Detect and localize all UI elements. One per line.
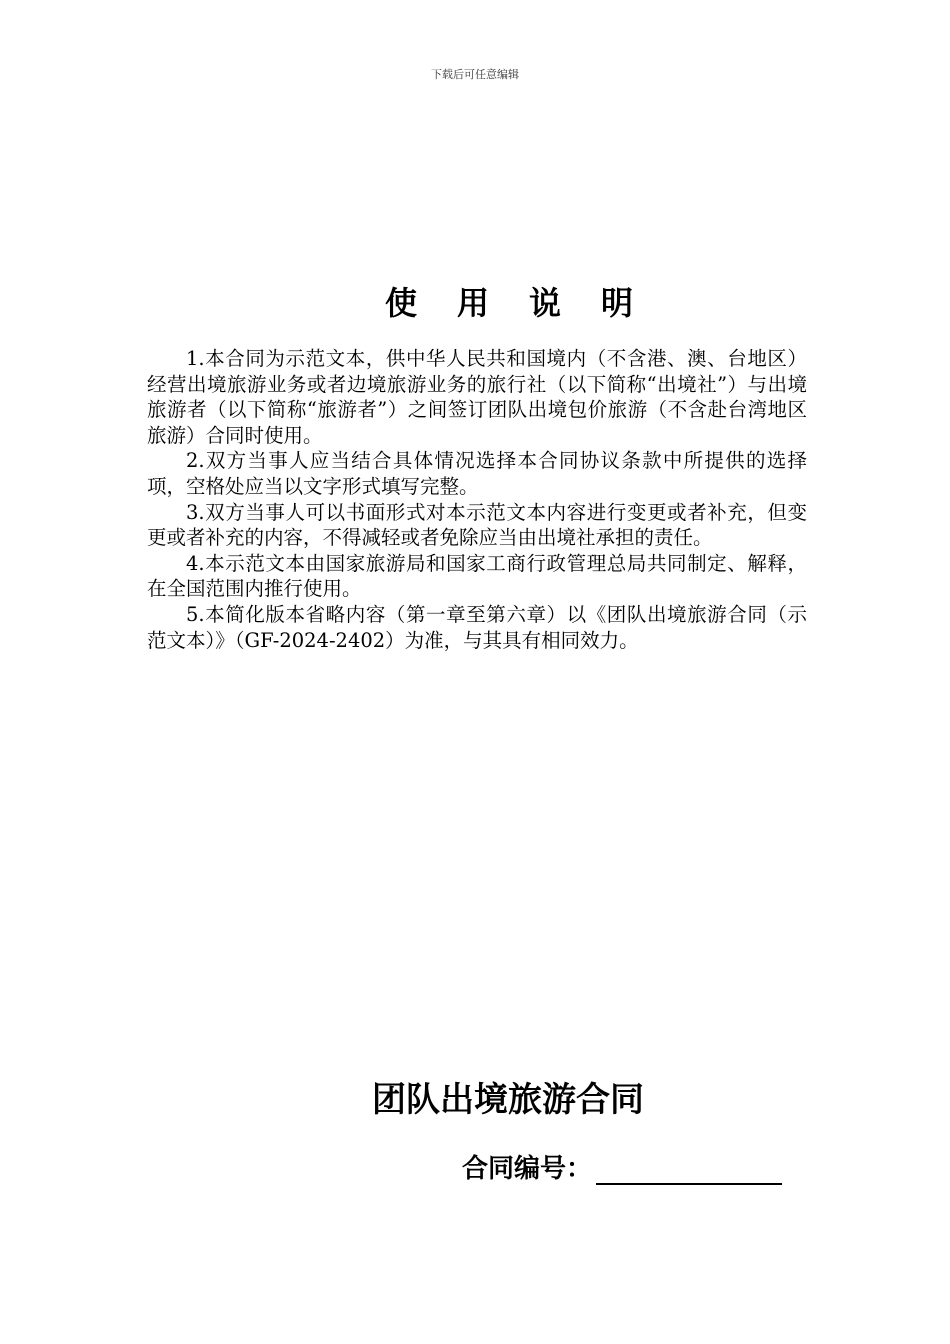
instructions-body [147,346,807,653]
header-note: 下载后可任意编辑 [431,68,519,81]
instruction-item-1: 1.本合同为示范文本，供中华人民共和国境内（不含港、澳、台地区）经营出境旅游业务或者边境旅游业务的旅行社（以下简称“出境社”）与出境旅游者（以下简称“旅游者”）之间签订团队出境包价旅游（不含赴台湾地区旅游）合同时使用。 [147,347,807,447]
instruction-item-3: 3.双方当事人可以书面形式对本示范文本内容进行变更或者补充，但变更或者补充的内容，不得减轻或者免除应当由出境社承担的责任。 [147,500,807,550]
instruction-item-4: 4.本示范文本由国家旅游局和国家工商行政管理总局共同制定、解释，在全国范围内推行使用。 [147,551,807,601]
contract-number-blank[interactable] [596,1151,782,1185]
instruction-item-5: 5.本简化版本省略内容（第一章至第六章）以《团队出境旅游合同（示范文本）》（GF-2024-2402）为准，与其具有相同效力。 [147,602,807,652]
instruction-item-2: 2.双方当事人应当结合具体情况选择本合同协议条款中所提供的选择项，空格处应当以文字形式填写完整。 [147,449,807,498]
contract-number-row [462,1148,782,1185]
contract-title: 团队出境旅游合同 [372,1080,644,1120]
instructions-title: 使用说明 [385,284,674,322]
contract-number-label: 合同编号： [462,1154,593,1184]
